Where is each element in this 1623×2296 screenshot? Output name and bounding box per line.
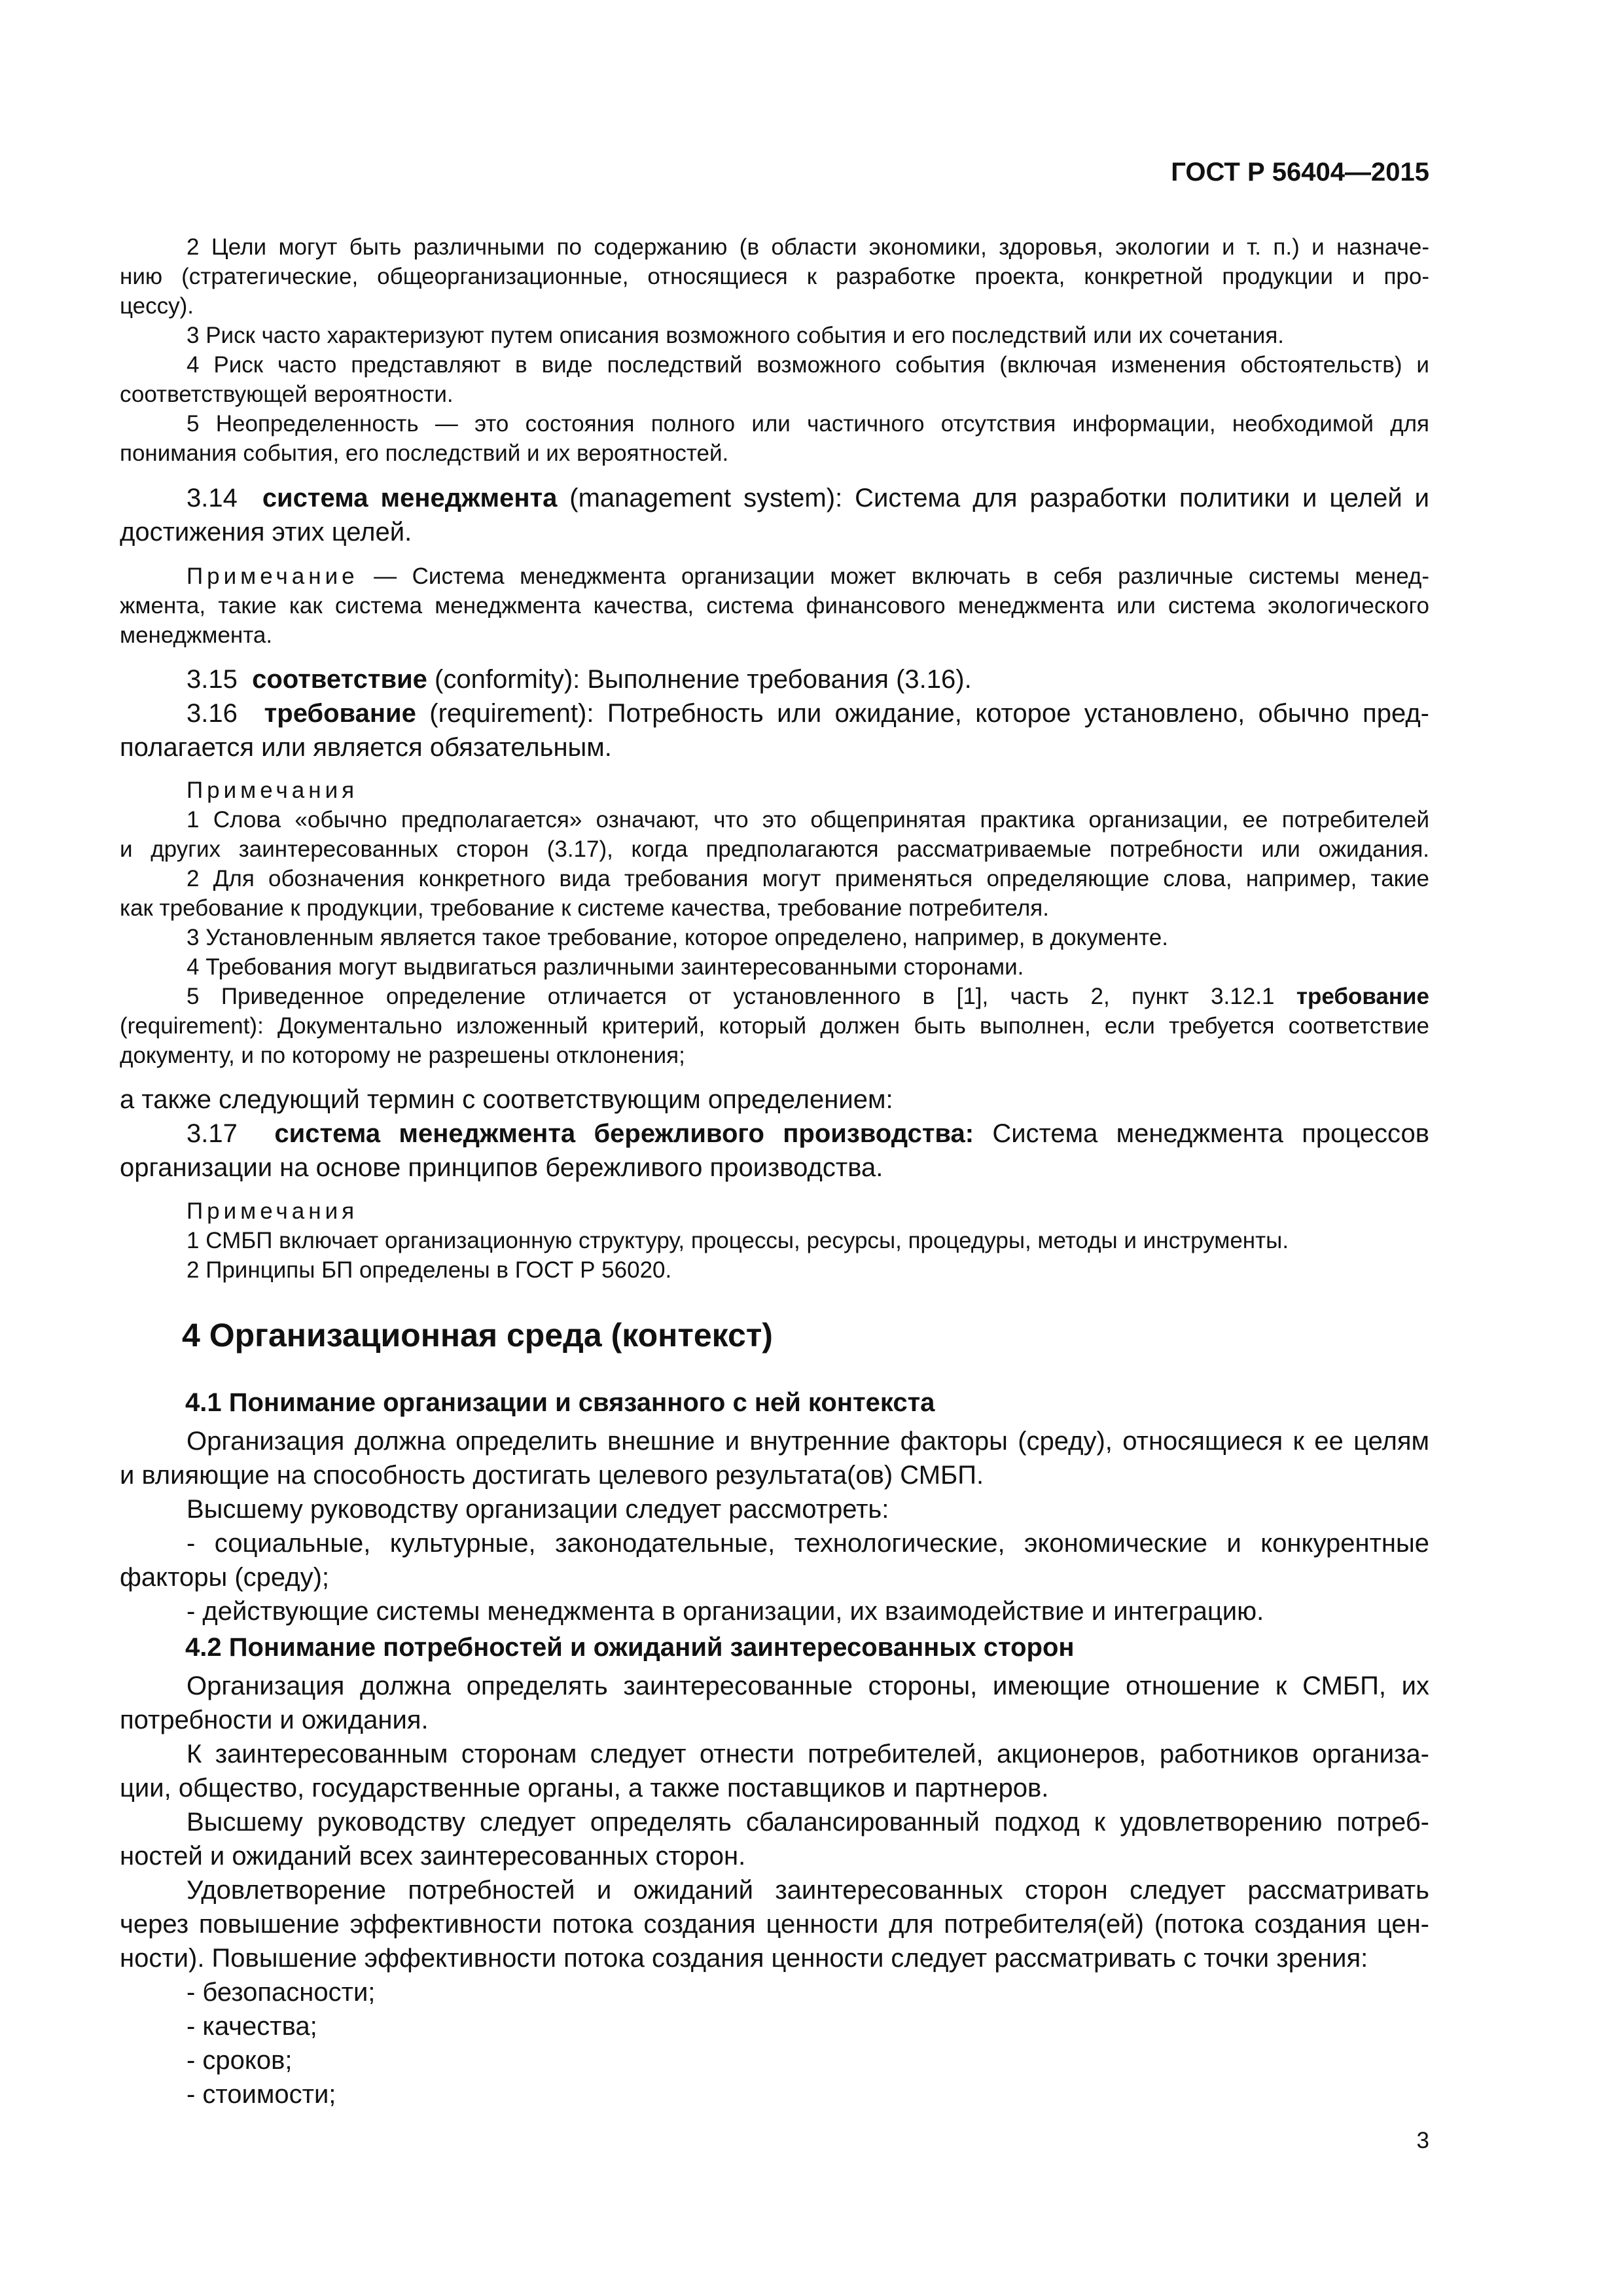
bullet-item: - социальные, культурные, законодательные, технологические, экономические и конкурентные	[187, 1529, 1429, 1558]
bullet-item: - сроков;	[187, 2046, 293, 2075]
note-line: 3 Риск часто характеризуют путем описания возможного события и его последствий или их сочетания.	[187, 323, 1285, 348]
note-line: 1 СМБП включает организационную структуру, процессы, ресурсы, процедуры, методы и инструменты.	[187, 1228, 1289, 1253]
term-3-15	[187, 662, 1429, 696]
note-line: понимания события, его последствий и их вероятностей.	[120, 440, 729, 466]
note-line: 2 Цели могут быть различными по содержанию (в области экономики, здоровья, экологии и т. п.) и назначе-	[187, 234, 1429, 260]
bullet-item: - действующие системы менеджмента в организации, их взаимодействие и интеграцию.	[187, 1597, 1264, 1626]
term-3-17-line-2: организации на основе принципов бережливого производства.	[120, 1153, 883, 1182]
term-number: 3.15	[187, 665, 238, 694]
note-line: 1 Слова «обычно предполагается» означают, что это общепринятая практика организации, ее потребителей	[187, 807, 1429, 833]
term-number: 3.17	[187, 1119, 238, 1148]
note-line: документу, и по которому не разрешены отклонения;	[120, 1043, 685, 1068]
paragraph-line: К заинтересованным сторонам следует отнести потребителей, акционеров, работников организа-	[187, 1740, 1429, 1768]
note-3-14-line-3: менеджмента.	[120, 622, 273, 648]
subsection-heading: 4.2 Понимание потребностей и ожиданий заинтересованных сторон	[185, 1633, 1075, 1662]
term-3-16-line-1	[187, 696, 1429, 730]
bullet-item-continued: факторы (среду);	[120, 1563, 330, 1592]
term-name: требование	[264, 699, 416, 728]
paragraph-line: Высшему руководству следует определять сбалансированный подход к удовлетворению потреб-	[187, 1808, 1429, 1837]
page-number: 3	[1416, 2128, 1429, 2153]
term-name: система менеджмента бережливого производства:	[274, 1119, 974, 1148]
subsection-heading: 4.1 Понимание организации и связанного с ней контекста	[185, 1388, 935, 1417]
note-line: 5 Неопределенность — это состояния полного или частичного отсутствия информации, необходимой для	[187, 411, 1429, 437]
notes-heading: Примечания	[187, 778, 359, 803]
section-heading: 4 Организационная среда (контекст)	[182, 1317, 773, 1354]
bullet-item: - безопасности;	[187, 1978, 376, 2007]
note-text: — Система менеджмента организации может включать в себя различные системы менед-	[358, 564, 1429, 589]
note-term: требование	[1296, 984, 1429, 1009]
term-definition: (requirement): Потребность или ожидание, которое установлено, обычно пред-	[416, 699, 1429, 728]
paragraph-line: и влияющие на способность достигать целевого результата(ов) СМБП.	[120, 1461, 984, 1490]
term-name: система менеджмента	[262, 484, 558, 512]
paragraph-line: Высшему руководству организации следует рассмотреть:	[187, 1495, 889, 1524]
paragraph-line: Удовлетворение потребностей и ожиданий заинтересованных сторон следует рассматривать	[187, 1876, 1429, 1905]
bullet-item: - стоимости;	[187, 2080, 336, 2109]
document-standard-number: ГОСТ Р 56404—2015	[1171, 158, 1429, 187]
term-3-16-line-2: полагается или является обязательным.	[120, 733, 612, 762]
intro-3-17: а также следующий термин с соответствующим определением:	[120, 1085, 893, 1114]
note-line: 2 Принципы БП определены в ГОСТ Р 56020.	[187, 1257, 672, 1283]
note-line: нию (стратегические, общеорганизационные, относящиеся к разработке проекта, конкретной продукции и про-	[120, 264, 1429, 289]
term-3-14-line-2: достижения этих целей.	[120, 518, 412, 547]
bullet-item: - качества;	[187, 2012, 317, 2041]
term-3-14-line-1	[187, 481, 1429, 515]
paragraph-line: потребности и ожидания.	[120, 1706, 429, 1734]
term-definition: Система менеджмента процессов	[974, 1119, 1429, 1148]
note-3-14-line-2: жмента, такие как система менеджмента качества, система финансового менеджмента или система экологического	[120, 593, 1429, 619]
note-line: 4 Риск часто представляют в виде последствий возможного события (включая изменения обстоятельств) и	[187, 352, 1429, 378]
note-text: 5 Приведенное определение отличается от установленного в [1], часть 2, пункт 3.12.1	[187, 984, 1296, 1009]
term-number: 3.14	[187, 484, 238, 512]
note-line: и других заинтересованных сторон (3.17), когда предполагаются рассматриваемые потребности или ожидания.	[120, 836, 1429, 862]
paragraph-line: Организация должна определить внешние и внутренние факторы (среду), относящиеся к ее целям	[187, 1427, 1429, 1456]
note-line: соответствующей вероятности.	[120, 382, 454, 407]
term-name: соответствие	[252, 665, 427, 694]
term-3-17-line-1	[187, 1117, 1429, 1151]
paragraph-line: Организация должна определять заинтересованные стороны, имеющие отношение к СМБП, их	[187, 1672, 1429, 1700]
notes-heading: Примечания	[187, 1198, 359, 1224]
note-line: 3 Установленным является такое требование, которое определено, например, в документе.	[187, 925, 1168, 950]
paragraph-line: ностей и ожиданий всех заинтересованных сторон.	[120, 1842, 746, 1871]
term-number: 3.16	[187, 699, 238, 728]
note-line: как требование к продукции, требование к системе качества, требование потребителя.	[120, 895, 1049, 921]
note-label: Примечание	[187, 564, 359, 589]
note-line: 2 Для обозначения конкретного вида требования могут применяться определяющие слова, например, такие	[187, 866, 1429, 891]
paragraph-line: ности). Повышение эффективности потока создания ценности следует рассматривать с точки зрения:	[120, 1944, 1368, 1973]
note-line: 4 Требования могут выдвигаться различными заинтересованными сторонами.	[187, 954, 1024, 980]
paragraph-line: через повышение эффективности потока создания ценности для потребителя(ей) (потока создания цен-	[120, 1910, 1429, 1939]
note-line: (requirement): Документально изложенный критерий, который должен быть выполнен, если требуется соответствие	[120, 1013, 1429, 1039]
note-3-14-line-1	[187, 562, 1429, 591]
note-line	[187, 982, 1429, 1011]
term-definition: (management system): Система для разработки политики и целей и	[557, 484, 1429, 512]
paragraph-line: ции, общество, государственные органы, а также поставщиков и партнеров.	[120, 1774, 1049, 1803]
term-definition: (conformity): Выполнение требования (3.16).	[427, 665, 972, 694]
note-line: цессу).	[120, 293, 194, 319]
